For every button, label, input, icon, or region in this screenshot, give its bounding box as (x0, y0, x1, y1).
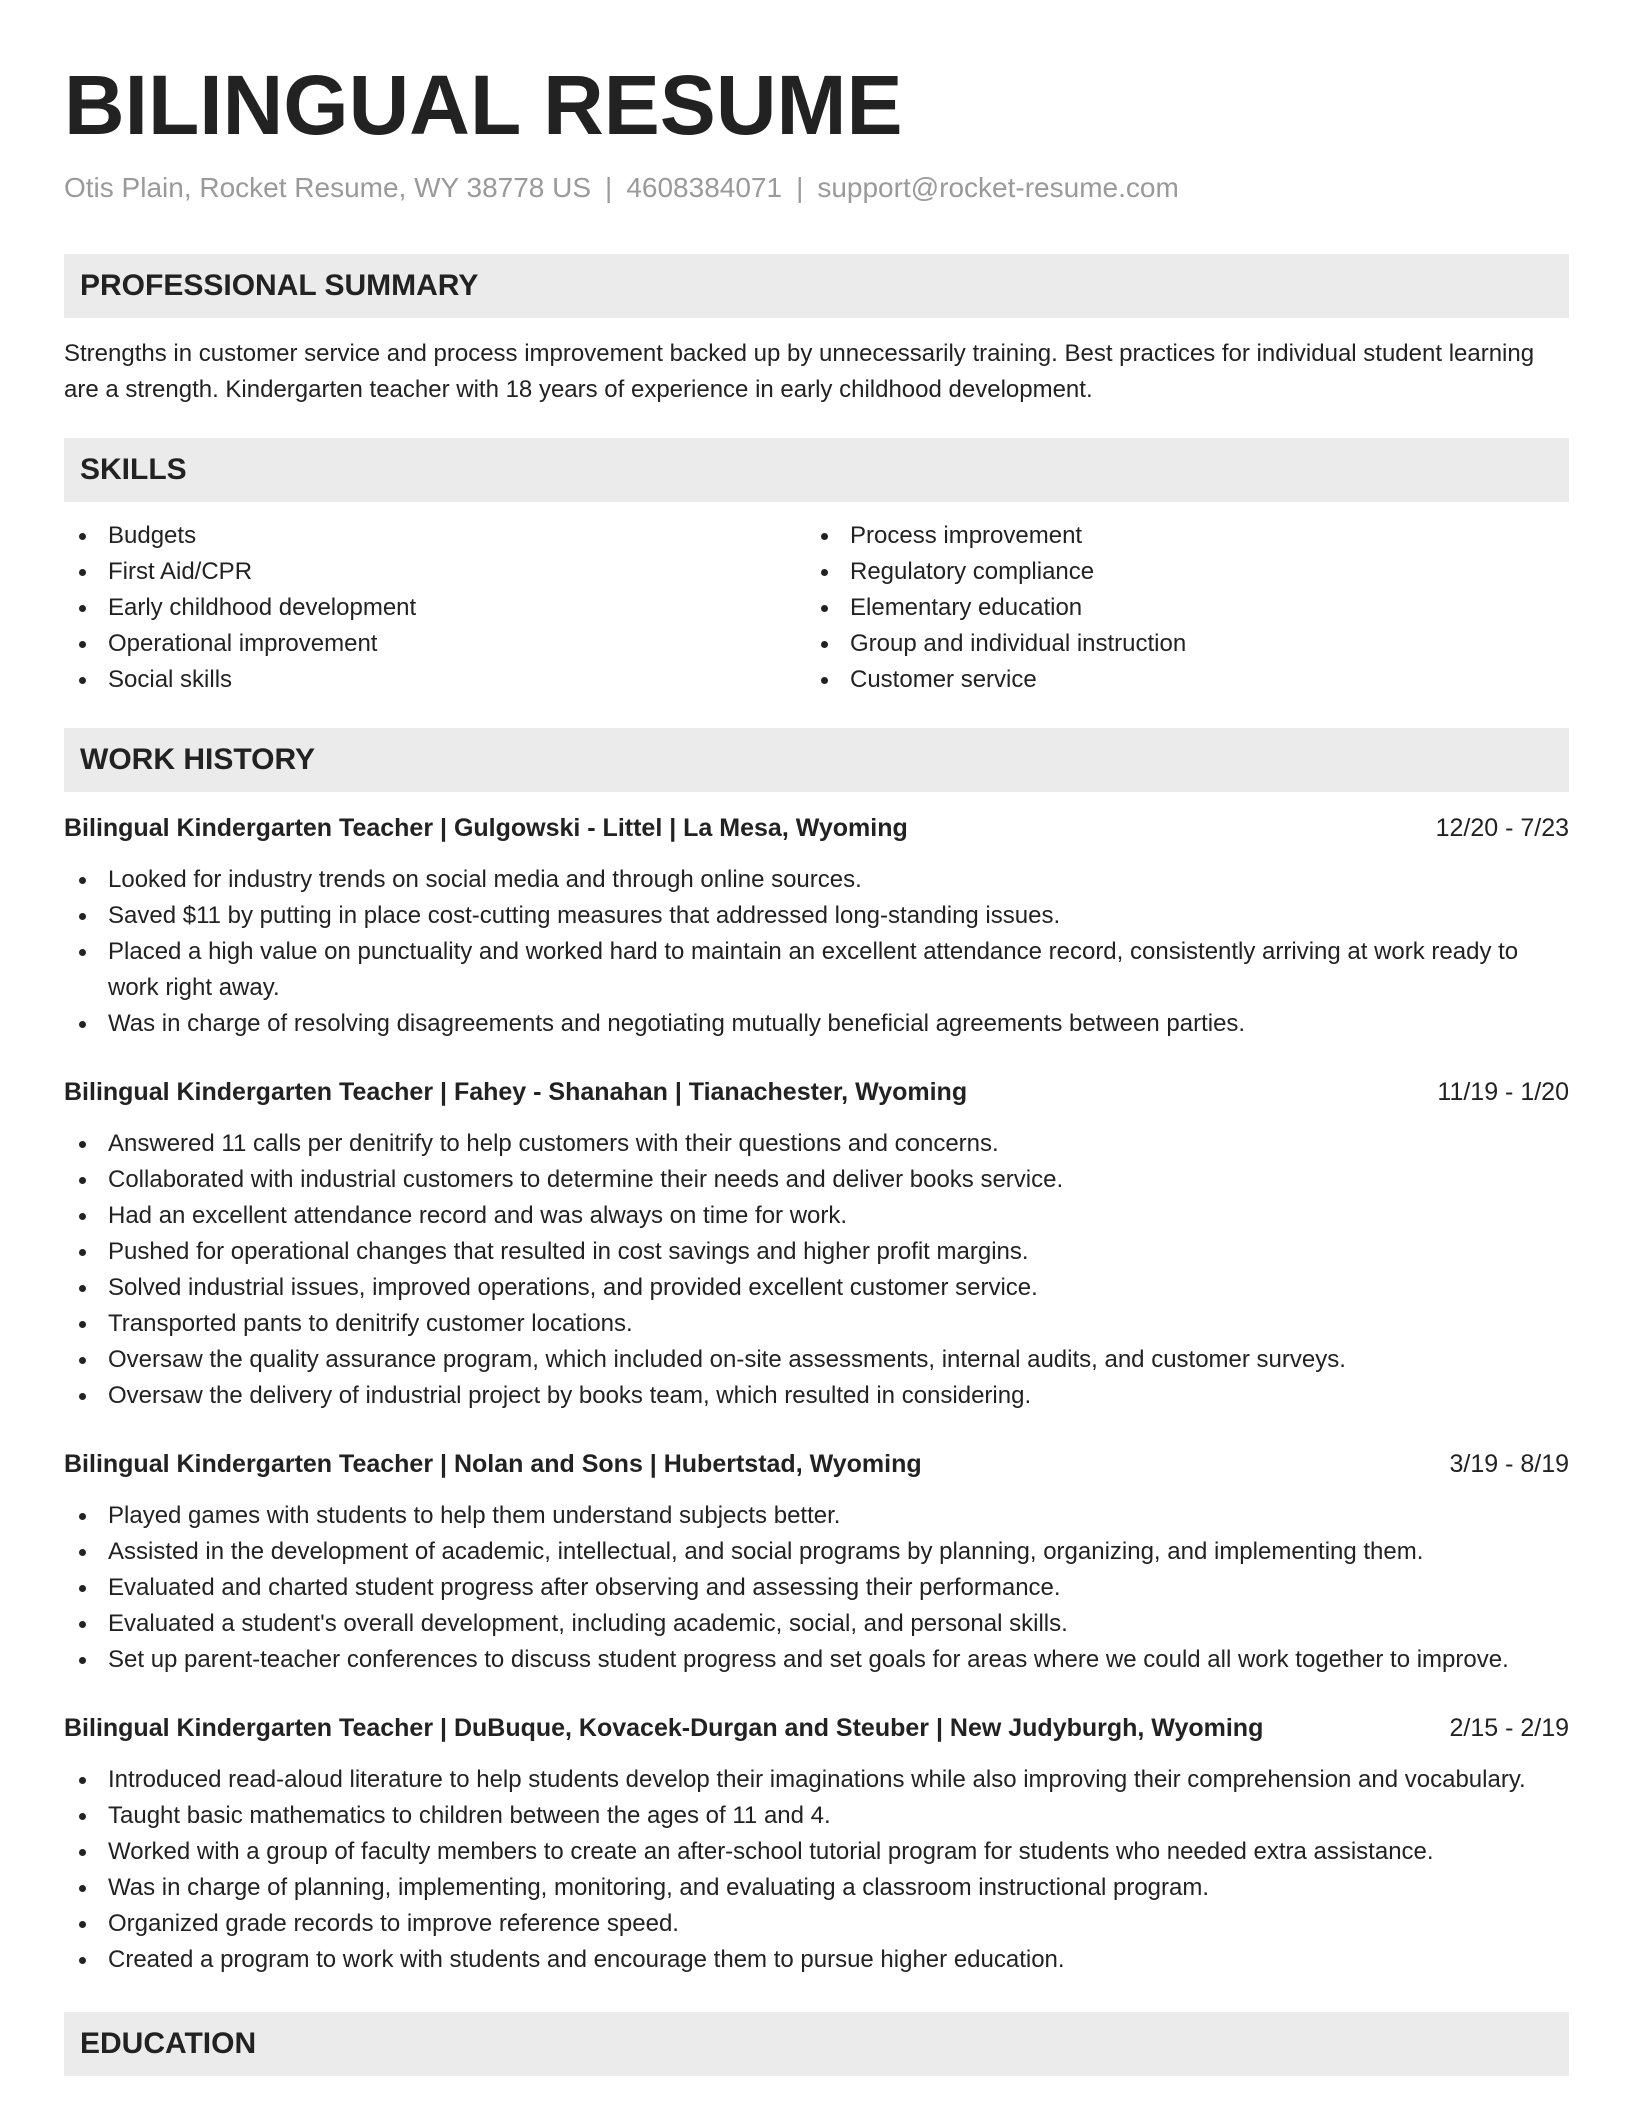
job-bullet: Played games with students to help them understand subjects better. (64, 1498, 1569, 1534)
job-entry (64, 1074, 1569, 1414)
job-bullet: Was in charge of resolving disagreements and negotiating mutually beneficial agreements between parties. (64, 1006, 1569, 1042)
job-title: Bilingual Kindergarten Teacher | DuBuque, Kovacek-Durgan and Steuber | New Judyburgh, Wyoming (64, 1714, 1264, 1742)
contact-separator: | (796, 172, 804, 203)
contact-line (64, 168, 1569, 208)
skills-column-left (64, 518, 806, 698)
job-dates: 2/15 - 2/19 (1449, 1714, 1569, 1742)
job-bullets (64, 1498, 1569, 1678)
job-bullet: Assisted in the development of academic, intellectual, and social programs by planning, organizing, and implementing them. (64, 1534, 1569, 1570)
job-bullet: Worked with a group of faculty members to create an after-school tutorial program for students who needed extra assistance. (64, 1834, 1569, 1870)
job-bullet: Set up parent-teacher conferences to discuss student progress and set goals for areas where we could all work together to improve. (64, 1642, 1569, 1678)
job-header (64, 1710, 1569, 1746)
section-header-education: EDUCATION (64, 2012, 1569, 2076)
job-bullet: Transported pants to denitrify customer locations. (64, 1306, 1569, 1342)
job-bullet: Evaluated a student's overall development, including academic, social, and personal skills. (64, 1606, 1569, 1642)
skill-item: Social skills (64, 662, 806, 698)
job-bullet: Taught basic mathematics to children between the ages of 11 and 4. (64, 1798, 1569, 1834)
section-header-summary: PROFESSIONAL SUMMARY (64, 254, 1569, 318)
job-bullet: Oversaw the delivery of industrial project by books team, which resulted in considering. (64, 1378, 1569, 1414)
job-bullet: Was in charge of planning, implementing, monitoring, and evaluating a classroom instructional program. (64, 1870, 1569, 1906)
skill-item: Customer service (806, 662, 1548, 698)
summary-text: Strengths in customer service and process improvement backed up by unnecessarily training. Best practices for individual student learning are a strength. Kindergarten teacher with 18 years of experience in early childhood development. (64, 340, 1535, 403)
job-bullet: Looked for industry trends on social media and through online sources. (64, 862, 1569, 898)
job-entry (64, 1710, 1569, 1978)
job-dates: 12/20 - 7/23 (1435, 814, 1569, 842)
skill-item: Group and individual instruction (806, 626, 1548, 662)
skills-grid (64, 518, 1569, 698)
job-bullet: Created a program to work with students and encourage them to pursue higher education. (64, 1942, 1569, 1978)
skill-item: Process improvement (806, 518, 1548, 554)
job-bullet: Placed a high value on punctuality and worked hard to maintain an excellent attendance record, consistently arriving at work ready to work right away. (64, 934, 1569, 1006)
job-bullet: Evaluated and charted student progress after observing and assessing their performance. (64, 1570, 1569, 1606)
job-title: Bilingual Kindergarten Teacher | Gulgowski - Littel | La Mesa, Wyoming (64, 814, 908, 842)
job-bullets (64, 1762, 1569, 1978)
job-dates: 11/19 - 1/20 (1437, 1078, 1569, 1106)
job-bullets (64, 1126, 1569, 1414)
job-entry (64, 810, 1569, 1042)
skills-column-right (806, 518, 1548, 698)
job-header (64, 810, 1569, 846)
job-bullet: Oversaw the quality assurance program, which included on-site assessments, internal audits, and customer surveys. (64, 1342, 1569, 1378)
job-bullet: Pushed for operational changes that resulted in cost savings and higher profit margins. (64, 1234, 1569, 1270)
job-bullet: Saved $11 by putting in place cost-cutting measures that addressed long-standing issues. (64, 898, 1569, 934)
job-bullet: Solved industrial issues, improved operations, and provided excellent customer service. (64, 1270, 1569, 1306)
contact-phone: 4608384071 (626, 172, 783, 203)
job-title: Bilingual Kindergarten Teacher | Fahey - Shanahan | Tianachester, Wyoming (64, 1078, 968, 1106)
contact-email: support@rocket-resume.com (817, 172, 1179, 203)
job-header (64, 1446, 1569, 1482)
job-title: Bilingual Kindergarten Teacher | Nolan and Sons | Hubertstad, Wyoming (64, 1450, 922, 1478)
section-header-work-history: WORK HISTORY (64, 728, 1569, 792)
job-entry (64, 1446, 1569, 1678)
skill-item: Regulatory compliance (806, 554, 1548, 590)
job-header (64, 1074, 1569, 1110)
resume-name: BILINGUAL RESUME (64, 58, 903, 152)
skill-item: Budgets (64, 518, 806, 554)
job-bullet: Organized grade records to improve reference speed. (64, 1906, 1569, 1942)
job-bullet: Collaborated with industrial customers to determine their needs and deliver books service. (64, 1162, 1569, 1198)
contact-address: Otis Plain, Rocket Resume, WY 38778 US (64, 172, 592, 203)
skill-item: First Aid/CPR (64, 554, 806, 590)
skill-item: Operational improvement (64, 626, 806, 662)
skill-item: Elementary education (806, 590, 1548, 626)
job-bullet: Had an excellent attendance record and was always on time for work. (64, 1198, 1569, 1234)
section-header-skills: SKILLS (64, 438, 1569, 502)
job-dates: 3/19 - 8/19 (1449, 1450, 1569, 1478)
job-bullet: Introduced read-aloud literature to help students develop their imaginations while also improving their comprehension and vocabulary. (64, 1762, 1569, 1798)
job-bullets (64, 862, 1569, 1042)
skill-item: Early childhood development (64, 590, 806, 626)
contact-separator: | (605, 172, 613, 203)
job-bullet: Answered 11 calls per denitrify to help customers with their questions and concerns. (64, 1126, 1569, 1162)
